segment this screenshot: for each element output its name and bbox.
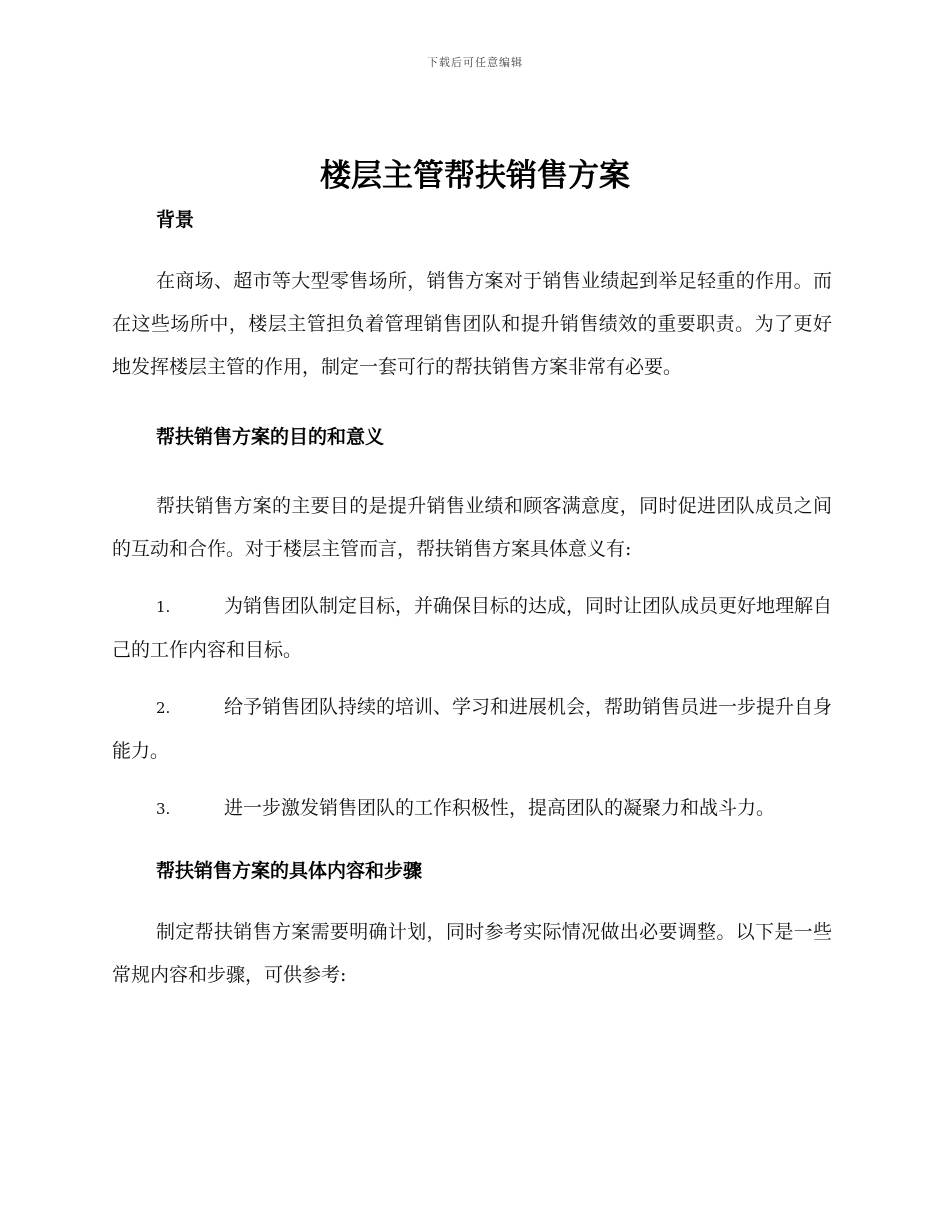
section-heading: 帮扶销售方案的具体内容和步骤: [156, 860, 423, 882]
list-item-text: 为销售团队制定目标，并确保目标的达成，同时让团队成员更好地理解自己的工作内容和目标。: [112, 595, 833, 661]
list-number: 3.: [156, 800, 171, 818]
list-item: [112, 787, 832, 831]
list-item-text: 进一步激发销售团队的工作积极性，提高团队的凝聚力和战斗力。: [224, 797, 776, 819]
paragraph: 制定帮扶销售方案需要明确计划，同时参考实际情况做出必要调整。以下是一些常规内容和步骤，可供参考:: [112, 921, 832, 986]
section-heading: 帮扶销售方案的目的和意义: [156, 426, 385, 448]
paragraph: 帮扶销售方案的主要目的是提升销售业绩和顾客满意度，同时促进团队成员之间的互动和合作。对于楼层主管而言，帮扶销售方案具体意义有:: [112, 495, 832, 560]
section-purpose: [112, 417, 832, 831]
section-background: [112, 200, 832, 389]
section-content-steps: [112, 851, 832, 997]
paragraph: 在商场、超市等大型零售场所，销售方案对于销售业绩起到举足轻重的作用。而在这些场所中，楼层主管担负着管理销售团队和提升销售绩效的重要职责。为了更好地发挥楼层主管的作用，制定一套可行的帮扶销售方案非常有必要。: [112, 270, 832, 378]
page-header-note: 下载后可任意编辑: [427, 56, 523, 69]
document-title: 楼层主管帮扶销售方案: [320, 158, 630, 194]
document-body: [112, 200, 832, 997]
list-item: [112, 686, 832, 773]
list-number: 1.: [156, 598, 171, 616]
list-item: [112, 585, 832, 672]
list-item-text: 给予销售团队持续的培训、学习和进展机会，帮助销售员进一步提升自身能力。: [112, 696, 833, 762]
section-heading: 背景: [156, 209, 195, 231]
list-number: 2.: [156, 699, 171, 717]
